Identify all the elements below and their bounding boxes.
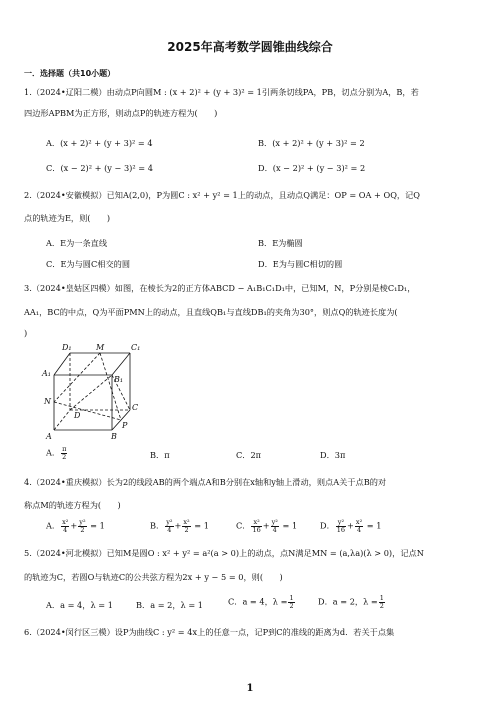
q2-stem-line2: 点的轨迹为E，则( ) (24, 213, 111, 223)
q4-option-b: B． $\frac{\text{y²}}{4}$ + $\frac{\text{x²}}{2}$ = 1 (150, 518, 209, 534)
label-n: N (44, 397, 51, 406)
q2-option-c: C．E为与圆C相交的圆 (46, 259, 131, 269)
page-number: 1 (246, 683, 254, 694)
cube-figure (34, 340, 144, 440)
label-b: B (111, 432, 117, 440)
q3-option-d: D．3π (320, 450, 346, 460)
q4-option-c: C． $\frac{\text{x²}}{16}$ + $\frac{\text{y²}}{4}$ = 1 (236, 518, 298, 534)
label-b1: B₁ (114, 375, 124, 384)
q5-option-a: A．a = 4，λ = 1 (46, 600, 113, 610)
label-m: M (96, 343, 105, 352)
q1-stem-line2: 四边形APBM为正方形，则动点P的轨迹方程为( ) (24, 108, 218, 118)
q1-stem-line1: 1.（2024•辽阳二模）由动点P向圆M : (x + 2)² + (y + 3)² = 1引两条切线PA，PB，切点分别为A，B，若 (24, 87, 419, 97)
q3-option-c: C．2π (236, 450, 262, 460)
q5-stem-line2: 的轨迹为C，若圆O与轨迹C的公共弦方程为2x + y − 5 = 0，则( ) (24, 572, 283, 582)
label-c: C (132, 403, 139, 412)
label-d: D (74, 411, 81, 420)
q1-option-d: D．(x − 2)² + (y − 3)² = 2 (258, 163, 366, 173)
q3-stem-line1: 3.（2024•皇姑区四模）如图，在棱长为2的正方体ABCD − A₁B₁C₁D₁中，已知M，N，P分别是棱C₁D₁， (24, 283, 416, 293)
q1-option-b: B．(x + 2)² + (y + 3)² = 2 (258, 138, 365, 148)
page-title: 2025年高考数学圆锥曲线综合 (167, 40, 333, 54)
q6-stem-line1: 6.（2024•闵行区三模）设P为曲线C : y² = 4x上的任意一点，记P到C的准线的距离为d．若关于点集 (24, 627, 395, 637)
q4-stem-line1: 4.（2024•重庆模拟）长为2的线段AB的两个端点A和B分别在x轴和y轴上滑动，则点A关于点B的对 (24, 477, 387, 487)
label-c1: C₁ (131, 343, 141, 352)
label-a1: A₁ (42, 369, 51, 378)
q5-stem-line1: 5.（2024•河北模拟）已知M是圆O : x² + y² = a²(a > 0)上的动点，点N满足MN = (a,λa)(λ > 0)，记点N (24, 548, 424, 558)
q2-option-a: A．E为一条直线 (46, 238, 108, 248)
q5-option-b: B．a = 2，λ = 1 (136, 600, 204, 610)
q3-stem-line3: ) (24, 328, 28, 338)
q4-stem-line2: 称点M的轨迹方程为( ) (24, 500, 121, 510)
label-p: P (122, 421, 128, 430)
q1-option-c: C．(x − 2)² + (y − 3)² = 4 (46, 163, 153, 173)
q5-option-c: C．a = 4，λ = $\frac{1}{2}$ (228, 594, 294, 610)
q2-option-b: B．E为椭圆 (258, 238, 303, 248)
q1-option-a: A．(x + 2)² + (y + 3)² = 4 (46, 138, 153, 148)
q2-stem-line1: 2.（2024•安徽模拟）已知A(2,0)，P为圆C : x² + y² = 1上的动点，且动点Q满足：OP = OA + OQ，记Q (24, 190, 421, 200)
q3-option-a: A． $\frac{\pi}{2}$ (46, 445, 67, 461)
q2-option-d: D．E为与圆C相切的圆 (258, 259, 343, 269)
q3-stem-line2: AA₁，BC的中点，Q为平面PMN上的动点，且直线QB₁与直线DB₁的夹角为30°，则点Q的轨迹长度为( (24, 307, 398, 317)
q4-option-d: D． $\frac{\text{y²}}{16}$ + $\frac{\text{x²}}{4}$ = 1 (320, 518, 382, 534)
section-heading: 一．选择题（共10小题） (24, 69, 116, 78)
q5-option-d: D．a = 2，λ = $\frac{1}{2}$ (318, 594, 384, 610)
q3-option-b: B．π (150, 450, 170, 460)
q4-option-a: A． $\frac{\text{x²}}{4}$ + $\frac{\text{y²}}{2}$ = 1 (46, 518, 105, 534)
label-d1: D₁ (62, 343, 72, 352)
label-a: A (46, 432, 52, 440)
